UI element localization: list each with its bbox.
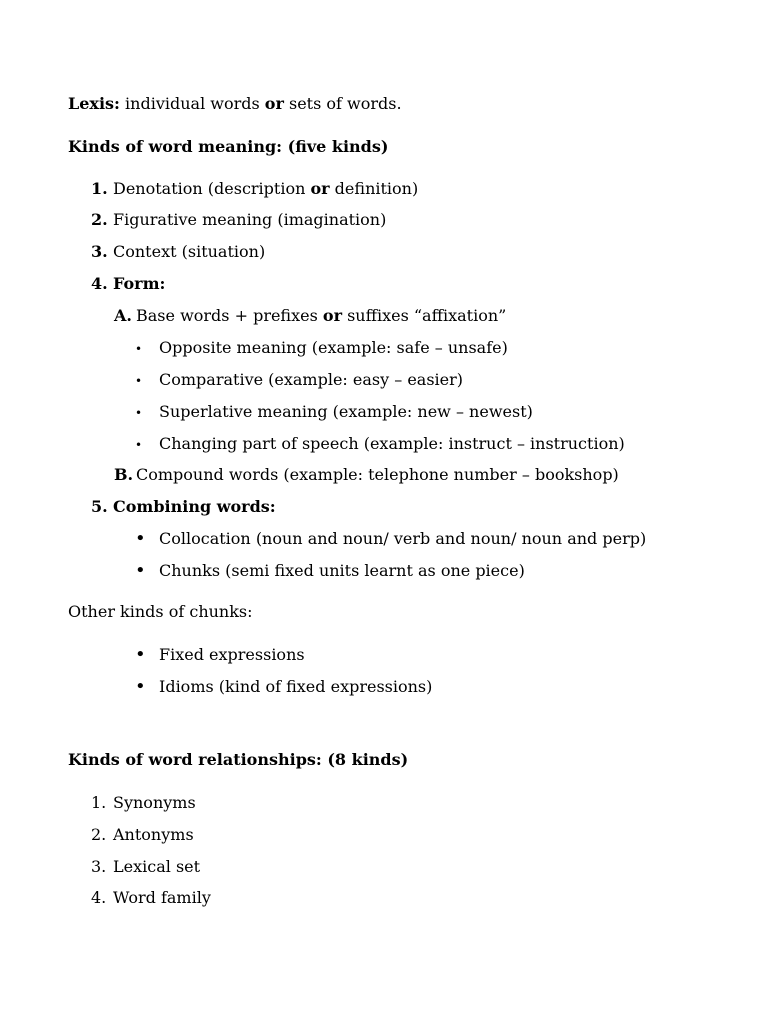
bullet-text: Opposite meaning (example: safe – unsafe): [159, 338, 508, 357]
relationships-heading: Kinds of word relationships: (8 kinds): [68, 750, 409, 769]
bullet-icon: •: [135, 342, 143, 356]
item-or: or: [310, 179, 330, 198]
item-number: 4.: [91, 274, 108, 293]
item-text: Context (situation): [113, 242, 266, 261]
bullet-icon: •: [135, 560, 146, 581]
item-text: Form:: [113, 274, 166, 293]
meaning-item-4: [91, 274, 165, 294]
meaning-item-1: [91, 179, 418, 199]
form-subitem-a: [114, 306, 506, 326]
subitem-or: or: [322, 306, 342, 325]
form-subitem-b: [114, 465, 619, 485]
item-text: Combining words:: [113, 497, 276, 516]
relationship-item-1: [91, 793, 196, 813]
lexis-label: Lexis:: [68, 94, 120, 113]
relationship-item-3: [91, 857, 200, 877]
bullet-icon: •: [135, 676, 146, 697]
item-number: 5.: [91, 497, 108, 516]
item-number: 2.: [91, 825, 107, 844]
combining-bullet-2: [135, 561, 525, 581]
item-text: Word family: [113, 888, 211, 907]
item-number: 1.: [91, 793, 107, 812]
bullet-text: Idioms (kind of fixed expressions): [159, 677, 433, 696]
bullet-icon: •: [135, 374, 143, 388]
lexis-or: or: [264, 94, 284, 113]
bullet-icon: •: [135, 406, 143, 420]
item-text: Synonyms: [113, 793, 196, 812]
bullet-text: Comparative (example: easy – easier): [159, 370, 464, 389]
bullet-text: Collocation (noun and noun/ verb and noun/ noun and perp): [159, 529, 647, 548]
affix-bullet-4: [135, 434, 625, 455]
item-number: 2.: [91, 210, 108, 229]
lexis-text-2: sets of words.: [283, 94, 402, 113]
other-chunks-heading: Other kinds of chunks:: [68, 602, 253, 621]
meaning-heading: Kinds of word meaning: (five kinds): [68, 137, 389, 156]
other-chunks-bullet-2: [135, 677, 432, 697]
lexis-definition: [68, 94, 402, 114]
bullet-icon: •: [135, 438, 143, 452]
bullet-icon: •: [135, 528, 146, 549]
item-number: 3.: [91, 857, 107, 876]
bullet-text: Changing part of speech (example: instruct – instruction): [159, 434, 625, 453]
bullet-text: Chunks (semi fixed units learnt as one piece): [159, 561, 525, 580]
affix-bullet-1: [135, 338, 508, 359]
affix-bullet-3: [135, 402, 533, 423]
item-number: 4.: [91, 888, 107, 907]
lexis-text-1: individual words: [119, 94, 265, 113]
subitem-text-end: suffixes “affixation”: [342, 306, 507, 325]
item-text-end: definition): [329, 179, 419, 198]
affix-bullet-2: [135, 370, 463, 391]
item-text: Denotation (description: [113, 179, 311, 198]
item-text: Antonyms: [113, 825, 194, 844]
meaning-item-2: [91, 210, 386, 230]
subitem-letter: B.: [114, 465, 134, 484]
combining-bullet-1: [135, 529, 646, 549]
item-number: 1.: [91, 179, 108, 198]
relationship-item-2: [91, 825, 194, 845]
subitem-letter: A.: [114, 306, 132, 325]
meaning-item-5: [91, 497, 276, 517]
bullet-icon: •: [135, 644, 146, 665]
meaning-item-3: [91, 242, 265, 262]
item-number: 3.: [91, 242, 108, 261]
subitem-text: Base words + prefixes: [136, 306, 323, 325]
subitem-text: Compound words (example: telephone number – bookshop): [136, 465, 619, 484]
item-text: Figurative meaning (imagination): [113, 210, 387, 229]
bullet-text: Superlative meaning (example: new – newest): [159, 402, 533, 421]
bullet-text: Fixed expressions: [159, 645, 305, 664]
other-chunks-bullet-1: [135, 645, 305, 665]
relationship-item-4: [91, 888, 211, 908]
item-text: Lexical set: [113, 857, 201, 876]
